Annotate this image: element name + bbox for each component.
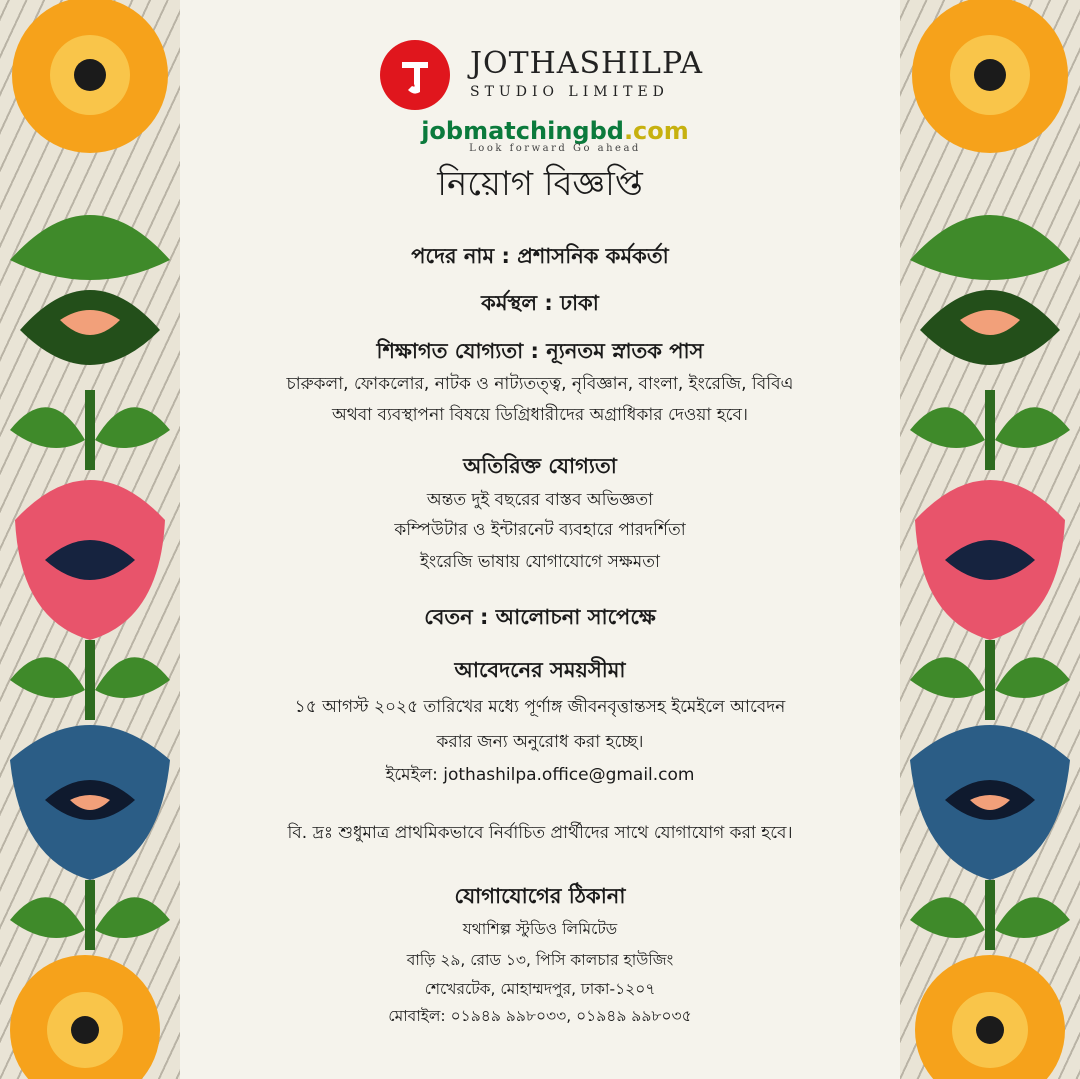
floral-pattern-icon [0, 0, 180, 1079]
watermark-text [410, 118, 700, 144]
right-floral-border [900, 0, 1080, 1079]
deadline-line-1: ১৫ আগস্ট ২০২৫ তারিখের মধ্যে পূর্ণাঙ্গ জীবনবৃত্তান্তসহ ইমেইলে আবেদন [294, 697, 786, 717]
contact-address-1: বাড়ি ২৯, রোড ১৩, পিসি কালচার হাউজিং [406, 951, 674, 969]
company-subname: STUDIO LIMITED [470, 84, 669, 100]
salary: বেতন : আলোচনা সাপেক্ষে [424, 605, 656, 629]
contact-heading: যোগাযোগের ঠিকানা [454, 884, 626, 908]
contact-org: যথাশিল্প স্টুডিও লিমিটেড [462, 920, 618, 938]
email-address[interactable]: ইমেইল: jothashilpa.office@gmail.com [385, 765, 695, 785]
deadline-heading: আবেদনের সময়সীমা [454, 658, 626, 682]
notice-panel [180, 0, 900, 1079]
extra-qualification-item: ইংরেজি ভাষায় যোগাযোগে সক্ষমতা [420, 552, 660, 572]
company-logo-icon [380, 40, 450, 110]
extra-qualification-item: কম্পিউটার ও ইন্টারনেট ব্যবহারে পারদর্শিতা [394, 520, 686, 540]
post-name: পদের নাম : প্রশাসনিক কর্মকর্তা [411, 244, 669, 268]
contact-address-2: শেখেরটেক, মোহাম্মদপুর, ঢাকা-১২০৭ [424, 980, 656, 998]
deadline-line-2: করার জন্য অনুরোধ করা হচ্ছে। [436, 732, 644, 752]
education-line-1: চারুকলা, ফোকলোর, নাটক ও নাট্যতত্ত্ব, নৃবিজ্ঞান, বাংলা, ইংরেজি, বিবিএ [286, 374, 794, 394]
work-location: কর্মস্থল : ঢাকা [481, 291, 599, 315]
notice-title: নিয়োগ বিজ্ঞপ্তি [437, 164, 643, 204]
watermark [410, 118, 700, 158]
education-line-2: অথবা ব্যবস্থাপনা বিষয়ে ডিগ্রিধারীদের অগ্রাধিকার দেওয়া হবে। [331, 405, 749, 425]
education-heading: শিক্ষাগত যোগ্যতা : ন্যূনতম স্নাতক পাস [376, 339, 704, 363]
company-logo [380, 38, 720, 108]
watermark-suffix: .com [623, 117, 689, 145]
note: বি. দ্রঃ শুধুমাত্র প্রাথমিকভাবে নির্বাচিত প্রার্থীদের সাথে যোগাযোগ করা হবে। [287, 823, 793, 843]
extra-qualification-heading: অতিরিক্ত যোগ্যতা [463, 454, 617, 478]
extra-qualification-item: অন্তত দুই বছরের বাস্তব অভিজ্ঞতা [426, 490, 654, 510]
watermark-tagline: Look forward Go ahead [469, 143, 641, 154]
floral-pattern-icon [900, 0, 1080, 1079]
left-floral-border [0, 0, 180, 1079]
watermark-main: jobmatchingbd [421, 117, 624, 145]
contact-phone: মোবাইল: ০১৯৪৯ ৯৯৮০৩৩, ০১৯৪৯ ৯৯৮০৩৫ [388, 1007, 692, 1025]
company-name: JOTHASHILPA [470, 46, 704, 81]
